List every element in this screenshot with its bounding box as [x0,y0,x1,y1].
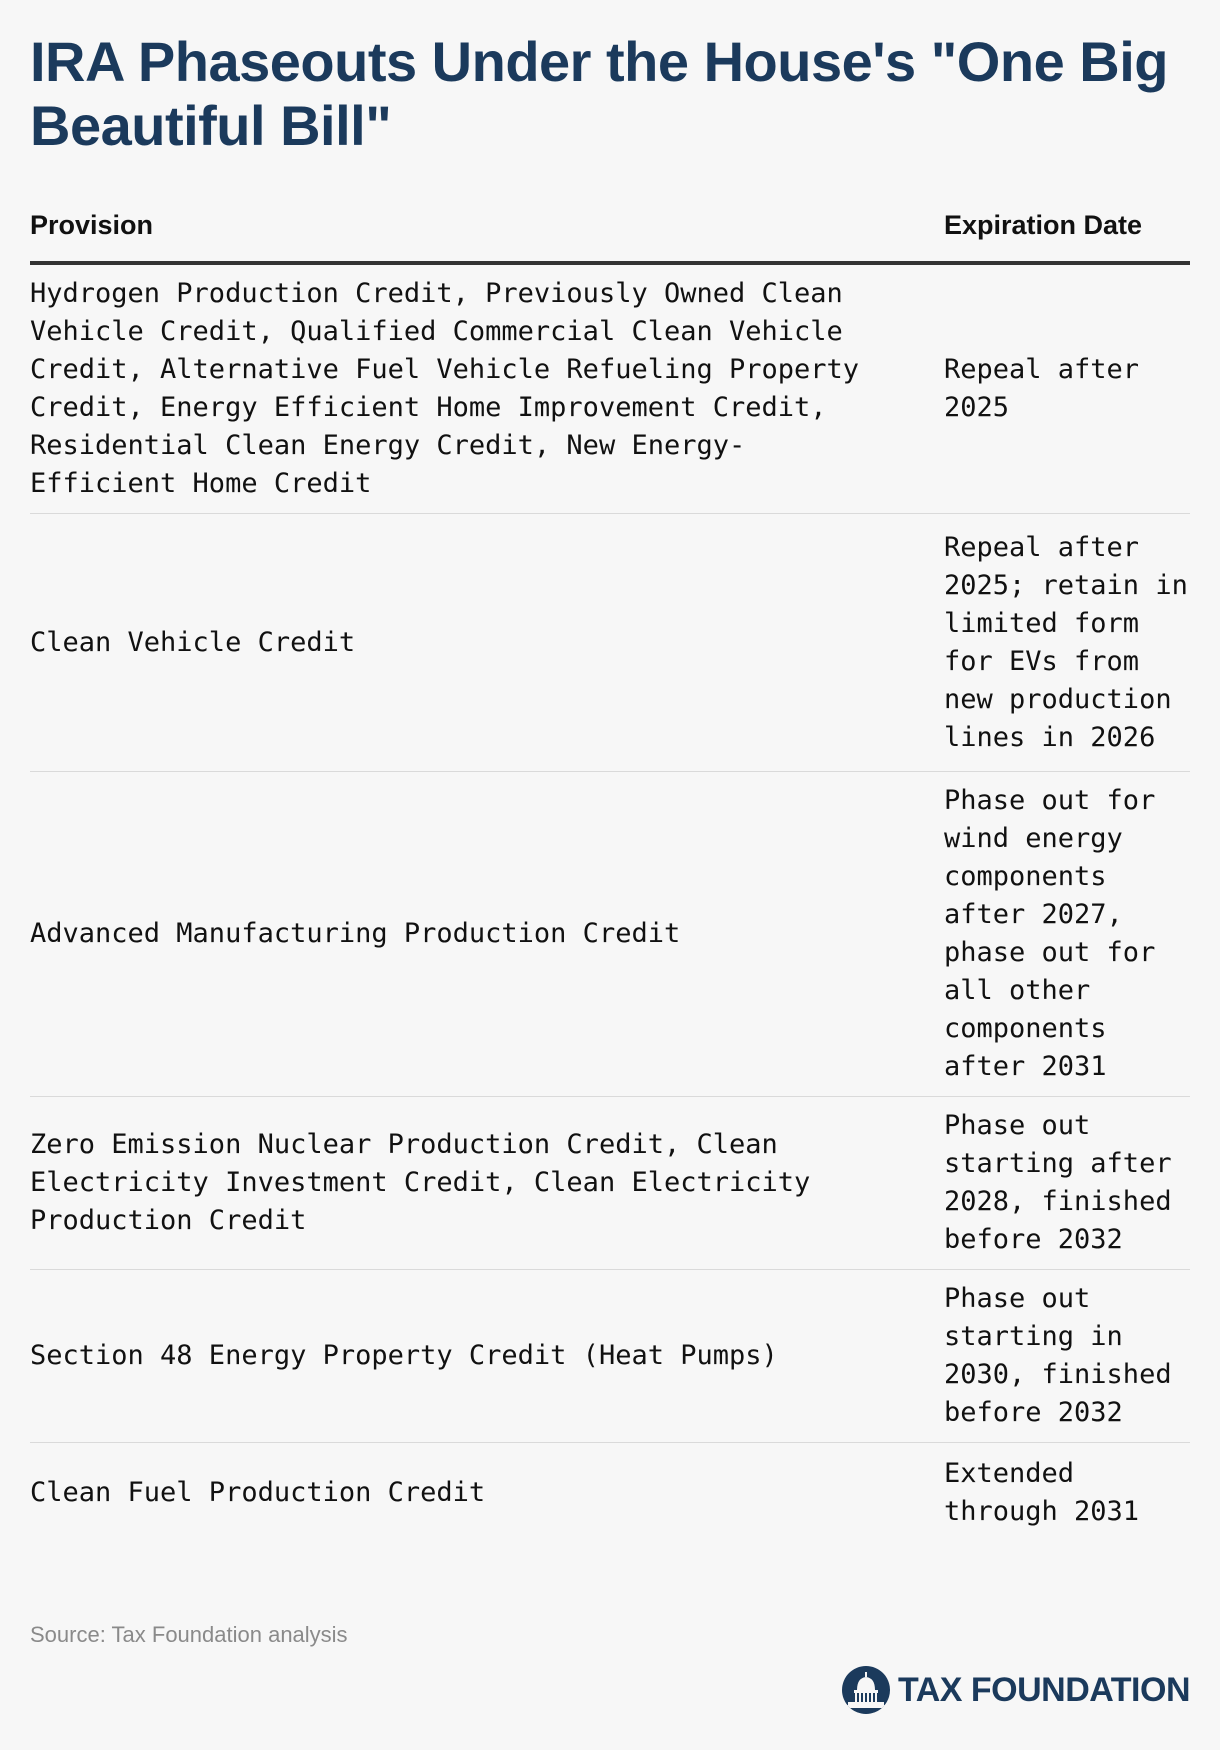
provision-cell: Hydrogen Production Credit, Previously Owned Clean Vehicle Credit, Qualified Commercial Clean Vehicle Credit, Alternative Fuel Vehicle Refueling Property Credit, Energy Efficient Home Improvement Credit, Residential Clean Energy Credit, New Energy-Efficient Home Credit [30,263,944,514]
provision-cell: Section 48 Energy Property Credit (Heat Pumps) [30,1270,944,1443]
phaseout-table [30,210,1190,1543]
column-header-provision: Provision [30,210,944,263]
table-row [30,772,1190,1097]
source-note: Source: Tax Foundation analysis [30,1622,348,1647]
table-row [30,1443,1190,1543]
expiration-cell: Phase out for wind energy components after 2027, phase out for all other components after 2031 [944,772,1190,1097]
expiration-cell: Phase out starting after 2028, finished before 2032 [944,1097,1190,1270]
page-title: IRA Phaseouts Under the House's "One Big Beautiful Bill" [30,30,1168,157]
logo-text: TAX FOUNDATION [897,1670,1190,1709]
provision-cell: Advanced Manufacturing Production Credit [30,772,944,1097]
table-row [30,1270,1190,1443]
provision-cell: Clean Fuel Production Credit [30,1476,486,1508]
table-row [30,514,1190,772]
tax-foundation-logo [842,1666,1190,1714]
expiration-cell: Repeal after 2025 [944,263,1190,514]
table-header-row [30,210,1190,263]
expiration-cell: Repeal after 2025; retain in limited form for EVs from new production lines in 2026 [944,514,1190,772]
provision-cell: Zero Emission Nuclear Production Credit, Clean Electricity Investment Credit, Clean Electricity Production Credit [30,1097,944,1270]
capitol-dome-icon [842,1666,890,1714]
table-row [30,1097,1190,1270]
column-header-expiration-date: Expiration Date [944,210,1190,263]
table-row [30,263,1190,514]
expiration-cell: Phase out starting in 2030, finished before 2032 [944,1270,1190,1443]
provision-cell: Clean Vehicle Credit [30,514,944,772]
expiration-cell: Extended through 2031 [944,1457,1140,1527]
